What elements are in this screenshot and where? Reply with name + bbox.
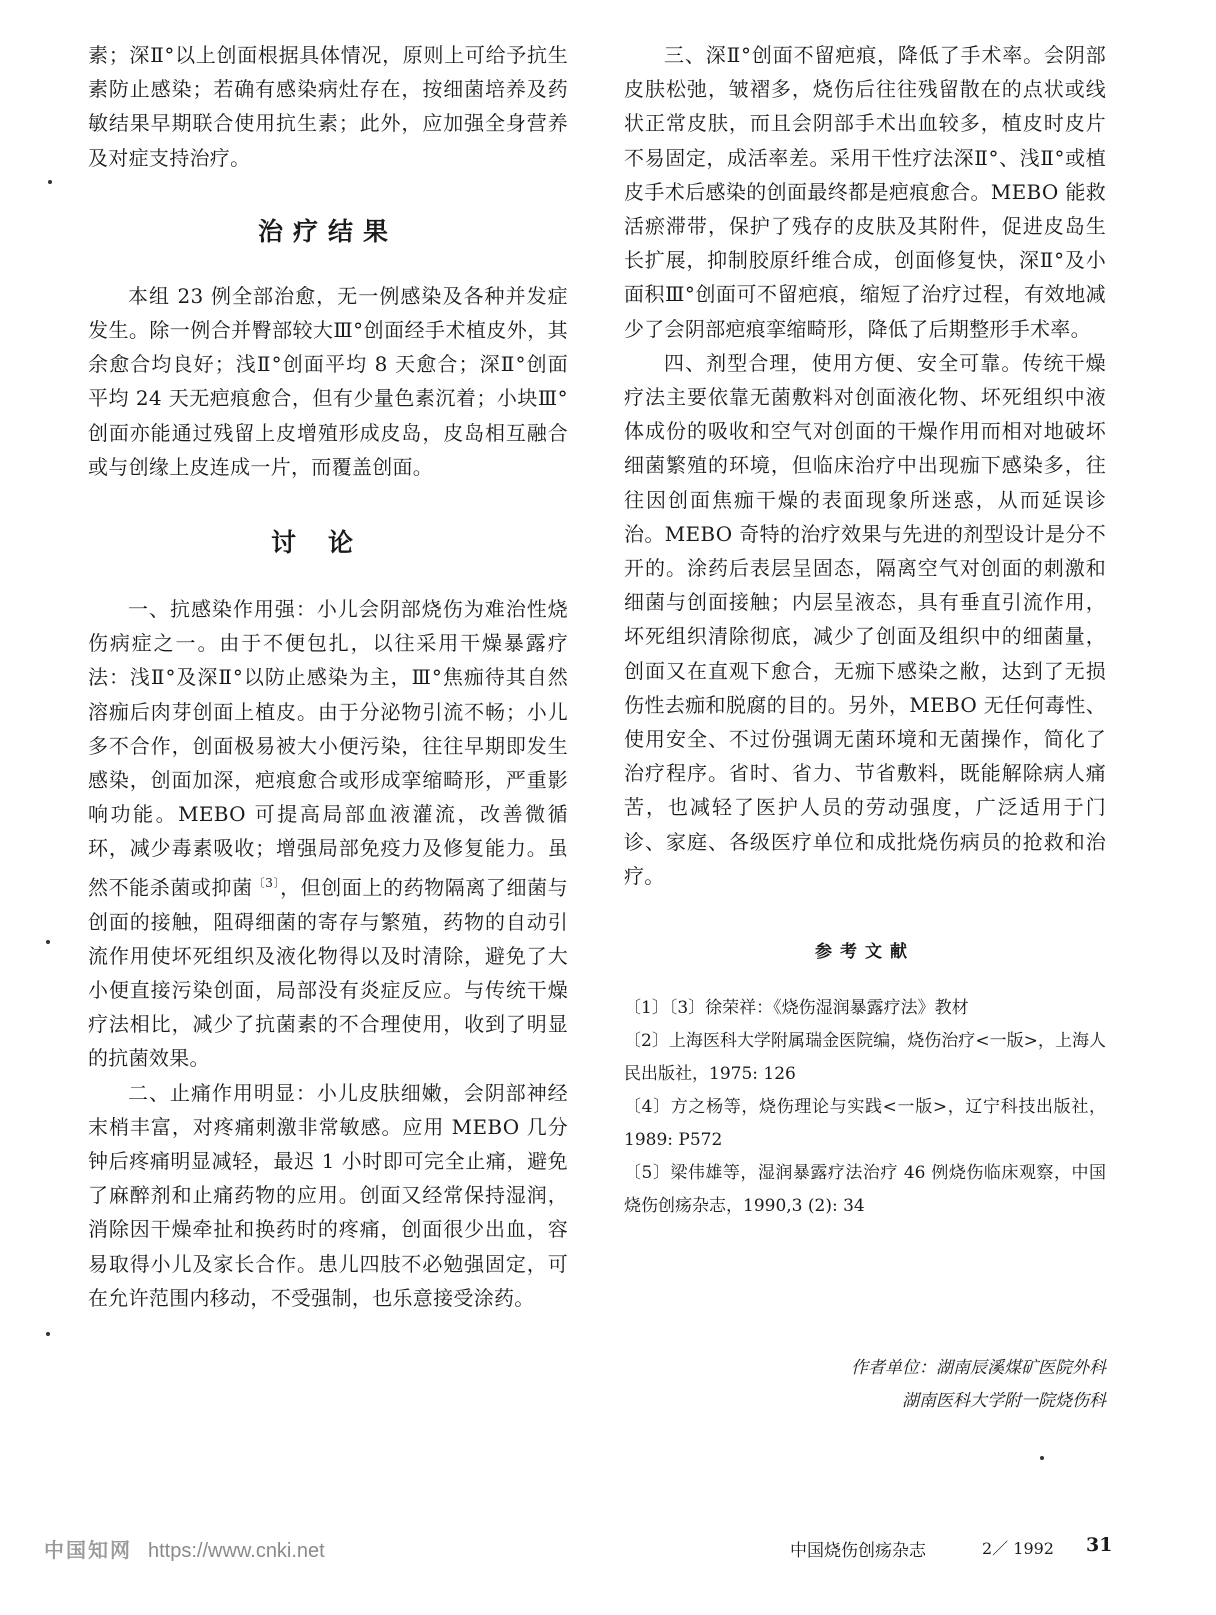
references-title: 参考文献 bbox=[815, 942, 915, 963]
reference-item: 〔2〕上海医科大学附属瑞金医院编，烧伤治疗<一版>，上海人民出版社，1975: 126 bbox=[624, 1031, 1106, 1085]
citation-superscript: 〔3〕 bbox=[252, 875, 281, 890]
cnki-watermark bbox=[44, 1534, 325, 1563]
scan-speck bbox=[46, 1332, 50, 1336]
scan-speck bbox=[48, 180, 52, 184]
discussion-paragraph-1-part-b: ，但创面上的药物隔离了细菌与创面的接触，阻碍细菌的寄存与繁殖，药物的自动引流作用使坏死组织及液化物得以及时清除，避免了大小便直接污染创面，局部没有炎症反应。与传统干燥疗法相比，减少了抗菌素的不合理使用，收到了明显的抗菌效果。 bbox=[88, 875, 568, 1071]
affiliation-line-1: 作者单位：湖南辰溪煤矿医院外科 bbox=[851, 1358, 1106, 1378]
discussion-paragraph-1 bbox=[88, 592, 568, 1076]
reference-item: 〔4〕方之杨等，烧伤理论与实践<一版>，辽宁科技出版社，1989: P572 bbox=[624, 1097, 1106, 1151]
discussion-paragraph-2: 二、止痛作用明显：小儿皮肤细嫩，会阴部神经末梢丰富，对疼痛刺激非常敏感。应用 MEBO 几分钟后疼痛明显减轻，最迟 1 小时即可完全止痛，避免了麻醉剂和止痛药物的应用。创面又经常保持湿润，消除因干燥牵扯和换药时的疼痛，创面很少出血，容易取得小儿及家长合作。患儿四肢不必勉强固定，可在允许范围内移动，不受强制，也乐意接受涂药。 bbox=[88, 1080, 568, 1310]
discussion-paragraph-1-part-a: 一、抗感染作用强：小儿会阴部烧伤为难治性烧伤病症之一。由于不便包扎，以往采用干燥暴露疗法：浅Ⅱ°及深Ⅱ°以防止感染为主，Ⅲ°焦痂待其自然溶痂后肉芽创面上植皮。由于分泌物引流不畅；小儿多不合作，创面极易被大小便污染，往往早期即发生感染，创面加深，疤痕愈合或形成挛缩畸形，严重影响功能。MEBO 可提高局部血液灌流，改善微循环，减少毒素吸收；增强局部免疫力及修复能力。虽然不能杀菌或抑菌 bbox=[88, 597, 568, 900]
scan-speck bbox=[1040, 1456, 1044, 1460]
intro-paragraph: 素；深Ⅱ°以上创面根据具体情况，原则上可给予抗生素防止感染；若确有感染病灶存在，按细菌培养及药敏结果早期联合使用抗生素；此外，应加强全身营养及对症支持治疗。 bbox=[88, 43, 568, 170]
discussion-paragraph-3: 三、深Ⅱ°创面不留疤痕，降低了手术率。会阴部皮肤松弛，皱褶多，烧伤后往往残留散在的点状或线状正常皮肤，而且会阴部手术出血较多，植皮时皮片不易固定，成活率差。采用干性疗法深Ⅱ°、浅Ⅱ°或植皮手术后感染的创面最终都是疤痕愈合。MEBO 能救活瘀滞带，保护了残存的皮肤及其附件，促进皮岛生长扩展，抑制胶原纤维合成，创面修复快，深Ⅱ°及小面积Ⅲ°创面可不留疤痕，缩短了治疗过程，有效地减少了会阴部疤痕挛缩畸形，降低了后期整形手术率。 bbox=[624, 43, 1106, 341]
reference-item: 〔1〕〔3〕徐荣祥：《烧伤湿润暴露疗法》教材 bbox=[624, 998, 969, 1019]
journal-name: 中国烧伤创疡杂志 bbox=[790, 1541, 926, 1561]
watermark-logo-text: 中国知网 bbox=[44, 1540, 132, 1562]
discussion-paragraph-4: 四、剂型合理，使用方便、安全可靠。传统干燥疗法主要依靠无菌敷料对创面液化物、坏死组织中液体成份的吸收和空气对创面的干燥作用而相对地破坏细菌繁殖的环境，但临床治疗中出现痂下感染多，往往因创面焦痂干燥的表面现象所迷惑，从而延误诊治。MEBO 奇特的治疗效果与先进的剂型设计是分不开的。涂药后表层呈固态，隔离空气对创面的刺激和细菌与创面接触；内层呈液态，具有垂直引流作用，坏死组织清除彻底，减少了创面及组织中的细菌量，创面又在直观下愈合，无痂下感染之敝，达到了无损伤性去痂和脱腐的目的。另外，MEBO 无任何毒性、使用安全、不过份强调无菌环境和无菌操作，简化了治疗程序。省时、省力、节省敷料，既能解除病人痛苦，也减轻了医护人员的劳动强度，广泛适用于门诊、家庭、各级医疗单位和成批烧伤病员的抢救和治疗。 bbox=[624, 350, 1106, 888]
reference-list bbox=[624, 992, 1106, 1223]
page-number: 31 bbox=[1086, 1534, 1113, 1556]
issue-number: 2／ 1992 bbox=[982, 1539, 1054, 1558]
discussion-heading: 讨论 bbox=[270, 528, 385, 558]
watermark-url: https://www.cnki.net bbox=[148, 1540, 325, 1562]
author-affiliation bbox=[851, 1352, 1106, 1418]
left-column bbox=[88, 38, 568, 1315]
right-column bbox=[624, 38, 1106, 1223]
results-heading: 治疗结果 bbox=[257, 216, 398, 246]
affiliation-line-2: 湖南医科大学附一院烧伤科 bbox=[902, 1391, 1106, 1411]
reference-item: 〔5〕梁伟雄等，湿润暴露疗法治疗 46 例烧伤临床观察，中国烧伤创疡杂志，1990,3 (2): 34 bbox=[624, 1163, 1106, 1217]
results-paragraph: 本组 23 例全部治愈，无一例感染及各种并发症发生。除一例合并臀部较大Ⅲ°创面经手术植皮外，其余愈合均良好；浅Ⅱ°创面平均 8 天愈合；深Ⅱ°创面平均 24 天无疤痕愈合，但有少量色素沉着；小块Ⅲ°创面亦能通过残留上皮增殖形成皮岛，皮岛相互融合或与创缘上皮连成一片，而覆盖创面。 bbox=[88, 283, 568, 479]
scan-speck bbox=[46, 940, 50, 944]
